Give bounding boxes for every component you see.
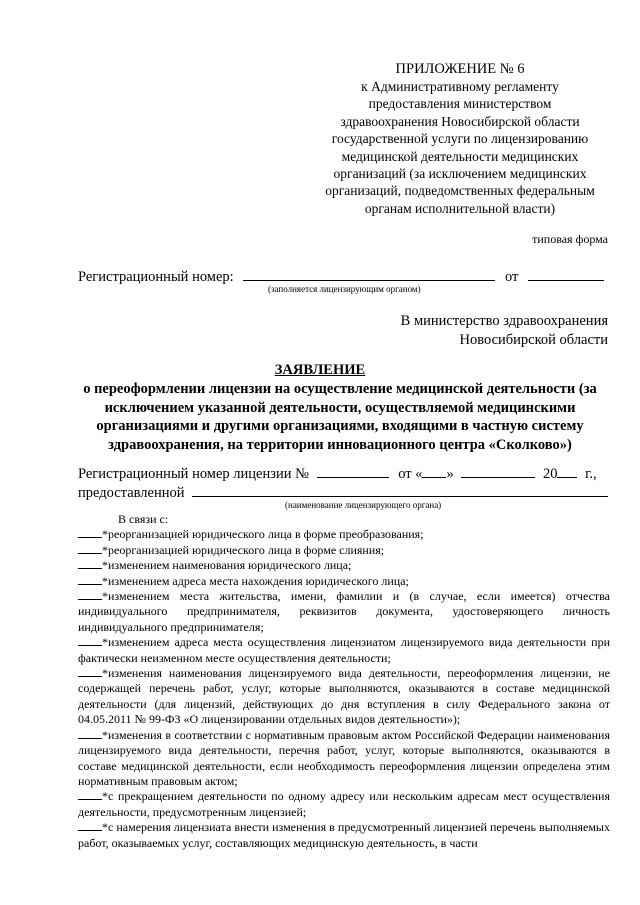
list-item: *реорганизацией юридического лица в форме преобразования; xyxy=(78,527,610,542)
document-subject: о переоформлении лицензии на осуществление медицинской деятельности (за исключением указанной деятельности, осуществляемой медицинскими организациями и другими организациями, входящими в частную систему здравоохранения, на территории инновационного центра «Сколково») xyxy=(83,381,597,453)
registration-date-field[interactable] xyxy=(528,266,604,281)
item-checkbox-blank[interactable] xyxy=(78,635,102,646)
list-item: *реорганизацией юридического лица в форме слияния; xyxy=(78,543,610,558)
registration-number-field[interactable] xyxy=(243,266,495,281)
item-checkbox-blank[interactable] xyxy=(78,527,102,538)
registration-label: Регистрационный номер: xyxy=(78,269,234,285)
item-checkbox-blank[interactable] xyxy=(78,558,102,569)
license-year-prefix: 20 xyxy=(542,466,558,482)
annex-line: здравоохранения Новосибирской области xyxy=(340,113,580,129)
addressee-line: Новосибирской области xyxy=(459,332,608,348)
license-year-field[interactable] xyxy=(557,463,577,478)
registration-from-label: от xyxy=(504,269,519,285)
item-checkbox-blank[interactable] xyxy=(78,789,102,800)
item-checkbox-blank[interactable] xyxy=(78,574,102,585)
annex-line: организаций, подведомственных федеральным xyxy=(325,183,595,199)
annex-block xyxy=(315,60,605,217)
item-checkbox-blank[interactable] xyxy=(78,666,102,677)
license-from-label: от « xyxy=(398,466,423,482)
list-item: *изменением наименования юридического лица; xyxy=(78,558,610,573)
annex-line: государственной услуги по лицензированию xyxy=(331,131,589,147)
license-row xyxy=(78,463,597,483)
license-day-field[interactable] xyxy=(422,463,446,478)
list-item: *изменения наименования лицензируемого вида деятельности, переоформления лицензии, не содержащей перечень работ, услуг, которые выполняются, оказываются в составе медицинской деятельности (для лицензий, действующих до дня вступления в силу Федерального закона от 04.05.2011 № 99-ФЗ «О лицензировании отдельных видов деятельности»); xyxy=(78,666,610,727)
item-checkbox-blank[interactable] xyxy=(78,728,102,739)
reasons-intro: В связи с: xyxy=(118,512,169,526)
license-number-field[interactable] xyxy=(317,463,389,478)
reasons-list xyxy=(78,512,610,851)
annex-line: медицинской деятельности медицинских xyxy=(341,148,579,164)
license-quote-close: » xyxy=(446,466,454,482)
list-item: *с намерения лицензиата внести изменения в предусмотренный лицензией перечень выполняемых работ, оказываемых услуг, составляющих медицинскую деятельность, в части xyxy=(78,820,610,850)
item-checkbox-blank[interactable] xyxy=(78,820,102,831)
item-checkbox-blank[interactable] xyxy=(78,543,102,554)
list-item: *изменения в соответствии с нормативным правовым актом Российской Федерации наименования лицензируемого вида деятельности, перечня работ, услуг, которые выполняются, оказываются в составе медицинской деятельности, если необходимость переоформления лицензии определена этим нормативным правовым актом; xyxy=(78,727,610,788)
list-item: *изменением места жительства, имени, фамилии и (в случае, если имеется) отчества индивидуального предпринимателя, реквизитов документа, удостоверяющего личность индивидуального предпринимателя; xyxy=(78,589,610,634)
provided-note: (наименование лицензирующего органа) xyxy=(285,500,442,510)
license-month-field[interactable] xyxy=(461,463,535,478)
form-type-label: типовая форма xyxy=(532,232,608,246)
licensing-authority-field[interactable] xyxy=(192,482,608,497)
annex-line: предоставления министерством xyxy=(368,96,552,112)
license-year-suffix: г., xyxy=(585,466,597,482)
annex-line: органам исполнительной власти) xyxy=(364,200,556,216)
annex-line: к Административному регламенту xyxy=(361,79,559,94)
item-checkbox-blank[interactable] xyxy=(78,589,102,600)
license-number-label: Регистрационный номер лицензии № xyxy=(78,466,309,482)
list-item: *с прекращением деятельности по одному адресу или нескольким адресам мест осуществления деятельности, предусмотренным лицензией; xyxy=(78,789,610,819)
annex-title: ПРИЛОЖЕНИЕ № 6 xyxy=(395,61,525,77)
list-item: *изменением адреса места нахождения юридического лица; xyxy=(78,574,610,589)
registration-row xyxy=(78,266,604,286)
list-item: *изменением адреса места осуществления лицензиатом лицензируемого вида деятельности при фактически неизменном месте осуществления деятельности; xyxy=(78,635,610,665)
addressee-line: В министерство здравоохранения xyxy=(400,313,608,329)
addressee-block xyxy=(348,312,608,350)
document-title: ЗАЯВЛЕНИЕ xyxy=(274,362,366,378)
registration-note: (заполняется лицензирующим органом) xyxy=(268,284,421,294)
provided-label: предоставленной xyxy=(78,485,185,501)
provided-row xyxy=(78,482,608,502)
annex-line: организаций (за исключением медицинских xyxy=(333,166,587,182)
